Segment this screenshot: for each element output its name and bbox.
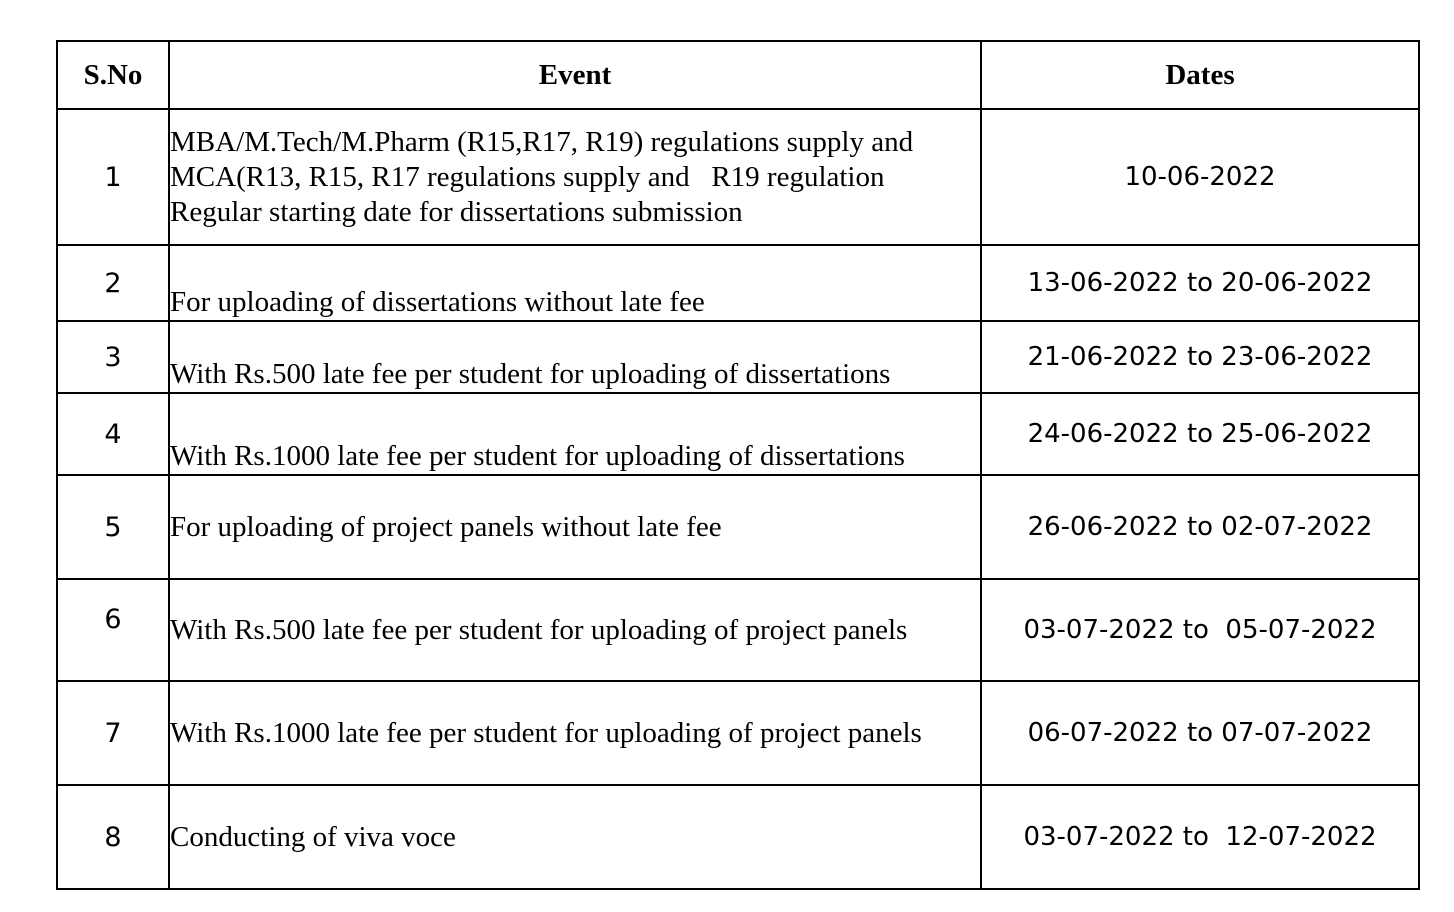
table-row <box>57 475 1419 579</box>
row-event: For uploading of dissertations without late fee <box>169 245 981 321</box>
table-row <box>57 681 1419 785</box>
row-sno: 1 <box>57 109 169 245</box>
row-sno: 8 <box>57 785 169 889</box>
row-event: For uploading of project panels without late fee <box>169 475 981 579</box>
row-event: With Rs.1000 late fee per student for uploading of dissertations <box>169 393 981 475</box>
row-event: Conducting of viva voce <box>169 785 981 889</box>
table-row <box>57 579 1419 681</box>
row-dates: 03-07-2022 to 05-07-2022 <box>981 579 1419 681</box>
row-sno: 4 <box>57 393 169 475</box>
table-row <box>57 109 1419 245</box>
event-line: MCA(R13, R15, R17 regulations supply and R19 regulation <box>170 160 885 193</box>
event-line: MBA/M.Tech/M.Pharm (R15,R17, R19) regulations supply and <box>170 125 914 158</box>
table-header-row <box>57 41 1419 109</box>
table-row <box>57 245 1419 321</box>
schedule-table <box>56 40 1420 890</box>
row-sno: 5 <box>57 475 169 579</box>
header-dates: Dates <box>981 41 1419 109</box>
row-dates: 06-07-2022 to 07-07-2022 <box>981 681 1419 785</box>
row-event: With Rs.500 late fee per student for uploading of dissertations <box>169 321 981 393</box>
row-dates: 24-06-2022 to 25-06-2022 <box>981 393 1419 475</box>
header-sno: S.No <box>57 41 169 109</box>
row-dates: 26-06-2022 to 02-07-2022 <box>981 475 1419 579</box>
row-dates: 03-07-2022 to 12-07-2022 <box>981 785 1419 889</box>
row-dates: 13-06-2022 to 20-06-2022 <box>981 245 1419 321</box>
row-sno: 3 <box>57 321 169 393</box>
row-sno: 6 <box>57 579 169 681</box>
row-event: With Rs.500 late fee per student for uploading of project panels <box>169 579 981 681</box>
row-sno: 2 <box>57 245 169 321</box>
table-row <box>57 393 1419 475</box>
header-event: Event <box>169 41 981 109</box>
table-row <box>57 321 1419 393</box>
event-line: Regular starting date for dissertations submission <box>170 195 743 228</box>
row-event <box>169 109 981 245</box>
table-row <box>57 785 1419 889</box>
row-sno: 7 <box>57 681 169 785</box>
row-dates: 21-06-2022 to 23-06-2022 <box>981 321 1419 393</box>
row-event: With Rs.1000 late fee per student for uploading of project panels <box>169 681 981 785</box>
row-dates: 10-06-2022 <box>981 109 1419 245</box>
